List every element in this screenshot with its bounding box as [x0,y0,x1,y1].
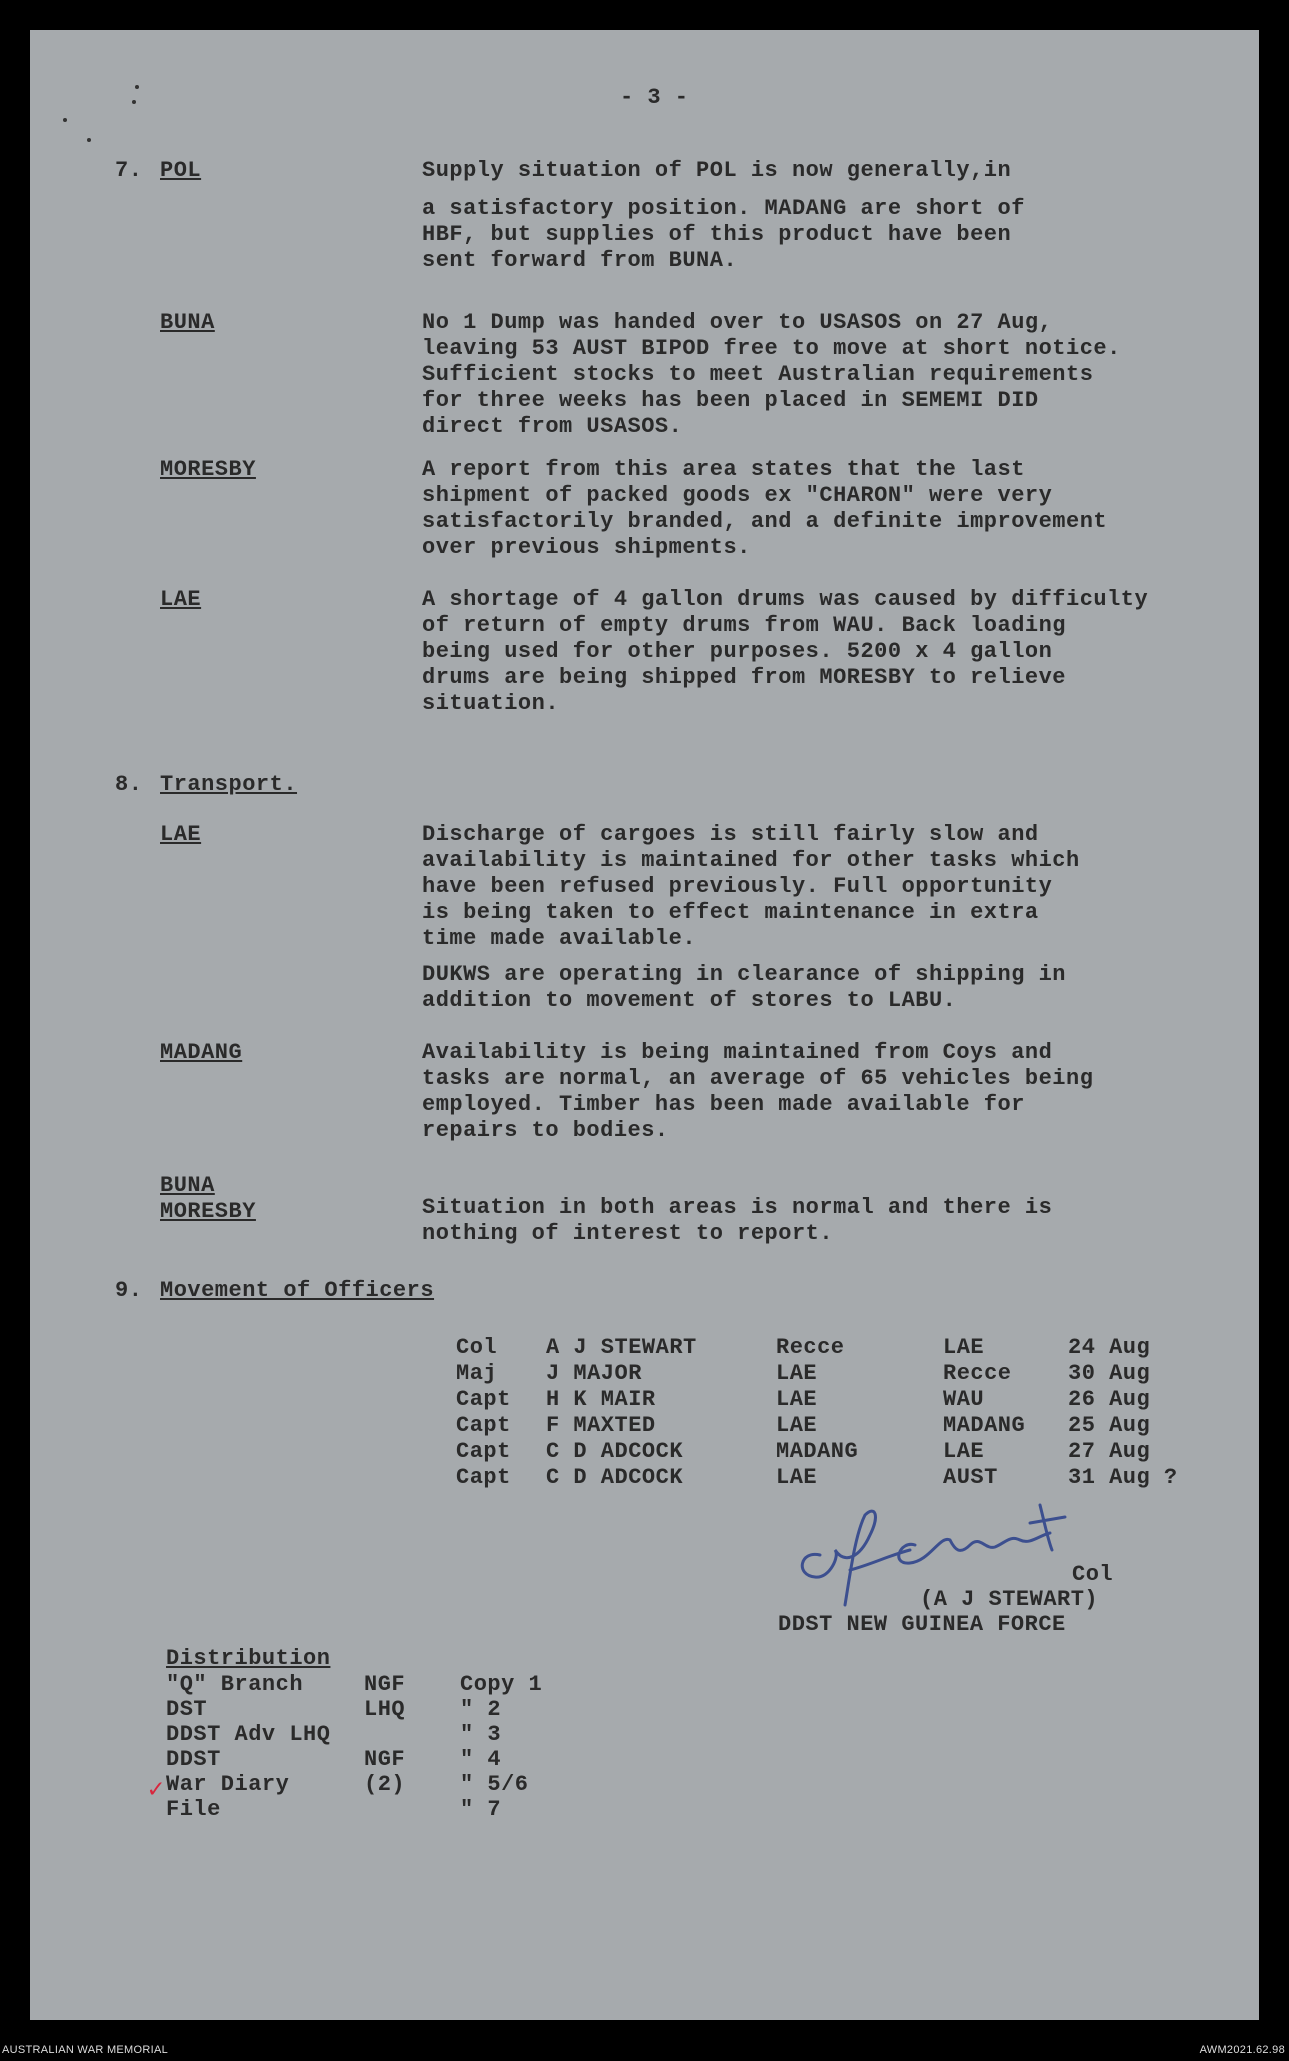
body-line: Sufficient stocks to meet Australian requirements [422,362,1094,387]
movement-rank: Capt [456,1439,511,1464]
signature-rank: Col [1072,1562,1114,1587]
body-line: sent forward from BUNA. [422,248,738,273]
red-tick-mark: ✓ [148,1775,164,1805]
body-line: shipment of packed goods ex "CHARON" were very [422,483,1053,508]
margin-dot [132,100,136,104]
movement-date: 24 Aug [1068,1335,1151,1360]
section-heading: Transport. [160,772,298,797]
distribution-unit: LHQ [364,1697,406,1722]
body-line: Situation in both areas is normal and there is [422,1195,1053,1220]
movement-rank: Capt [456,1387,511,1412]
movement-rank: Capt [456,1465,511,1490]
movement-name: C D ADCOCK [546,1465,684,1490]
distribution-copy: " 4 [460,1747,502,1772]
entry-label: MADANG [160,1040,243,1065]
margin-dot [63,118,67,122]
distribution-unit: (2) [364,1772,406,1797]
movement-to: WAU [943,1387,985,1412]
body-line: availability is maintained for other tasks which [422,848,1080,873]
distribution-copy: Copy 1 [460,1672,543,1697]
distribution-recipient: DDST [166,1747,221,1772]
body-line: addition to movement of stores to LABU. [422,988,957,1013]
signature-name: (A J STEWART) [920,1587,1099,1612]
section-heading: Movement of Officers [160,1278,435,1303]
section-number: 9. [115,1278,143,1303]
movement-date: 25 Aug [1068,1413,1151,1438]
movement-to: LAE [943,1439,985,1464]
distribution-recipient: DDST Adv LHQ [166,1722,331,1747]
body-line: satisfactorily branded, and a definite improvement [422,509,1108,534]
signature [790,1495,1150,1635]
body-line: a satisfactory position. MADANG are short of [422,196,1025,221]
entry-label: LAE [160,587,202,612]
body-line: Availability is being maintained from Coys and [422,1040,1053,1065]
distribution-recipient: File [166,1797,221,1822]
body-line: HBF, but supplies of this product have been [422,222,1012,247]
body-line: Discharge of cargoes is still fairly slow and [422,822,1039,847]
distribution-unit: NGF [364,1672,406,1697]
movement-name: J MAJOR [546,1361,642,1386]
section-heading: POL [160,158,202,183]
distribution-copy: " 5/6 [460,1772,529,1797]
body-line: No 1 Dump was handed over to USASOS on 27 Aug, [422,310,1053,335]
body-line: tasks are normal, an average of 65 vehicles being [422,1066,1094,1091]
body-line: of return of empty drums from WAU. Back loading [422,613,1067,638]
body-line: being used for other purposes. 5200 x 4 gallon [422,639,1053,664]
movement-name: H K MAIR [546,1387,656,1412]
movement-rank: Col [456,1335,498,1360]
movement-to: Recce [943,1361,1012,1386]
movement-from: Recce [776,1335,845,1360]
body-line: A report from this area states that the last [422,457,1025,482]
margin-dot [135,85,139,89]
body-line: leaving 53 AUST BIPOD free to move at short notice. [422,336,1121,361]
movement-from: LAE [776,1387,818,1412]
distribution-copy: " 3 [460,1722,502,1747]
movement-to: LAE [943,1335,985,1360]
section-number: 7. [115,158,143,183]
movement-name: C D ADCOCK [546,1439,684,1464]
entry-label: MORESBY [160,457,256,482]
body-line: is being taken to effect maintenance in extra [422,900,1039,925]
entry-label: MORESBY [160,1199,256,1224]
entry-label: LAE [160,822,202,847]
body-line: for three weeks has been placed in SEMEMI DID [422,388,1039,413]
movement-date: 26 Aug [1068,1387,1151,1412]
distribution-copy: " 2 [460,1697,502,1722]
entry-label: BUNA [160,1173,215,1198]
body-line: situation. [422,691,560,716]
footer-right: AWM2021.62.98 [1199,2044,1285,2056]
body-line: time made available. [422,926,697,951]
entry-label: BUNA [160,310,215,335]
movement-from: LAE [776,1361,818,1386]
body-line: A shortage of 4 gallon drums was caused by difficulty [422,587,1149,612]
movement-from: MADANG [776,1439,859,1464]
body-line: Supply situation of POL is now generally,in [422,158,1012,183]
distribution-copy: " 7 [460,1797,502,1822]
movement-rank: Capt [456,1413,511,1438]
distribution-unit: NGF [364,1747,406,1772]
margin-dot [87,138,91,142]
distribution-recipient: War Diary [166,1772,290,1797]
movement-to: MADANG [943,1413,1026,1438]
movement-to: AUST [943,1465,998,1490]
distribution-heading: Distribution [166,1646,331,1671]
footer-left: AUSTRALIAN WAR MEMORIAL [2,2044,169,2056]
body-line: have been refused previously. Full opportunity [422,874,1053,899]
distribution-recipient: DST [166,1697,208,1722]
movement-from: LAE [776,1413,818,1438]
section-number: 8. [115,772,143,797]
body-line: DUKWS are operating in clearance of shipping in [422,962,1067,987]
movement-rank: Maj [456,1361,498,1386]
body-line: nothing of interest to report. [422,1221,834,1246]
body-line: over previous shipments. [422,535,751,560]
body-line: repairs to bodies. [422,1118,669,1143]
body-line: direct from USASOS. [422,414,683,439]
movement-from: LAE [776,1465,818,1490]
movement-date: 27 Aug [1068,1439,1151,1464]
movement-name: F MAXTED [546,1413,656,1438]
movement-name: A J STEWART [546,1335,697,1360]
distribution-recipient: "Q" Branch [166,1672,304,1697]
movement-date: 31 Aug ? [1068,1465,1178,1490]
page-number: - 3 - [620,85,689,110]
signature-title: DDST NEW GUINEA FORCE [778,1612,1066,1637]
movement-date: 30 Aug [1068,1361,1151,1386]
body-line: employed. Timber has been made available for [422,1092,1025,1117]
body-line: drums are being shipped from MORESBY to relieve [422,665,1067,690]
